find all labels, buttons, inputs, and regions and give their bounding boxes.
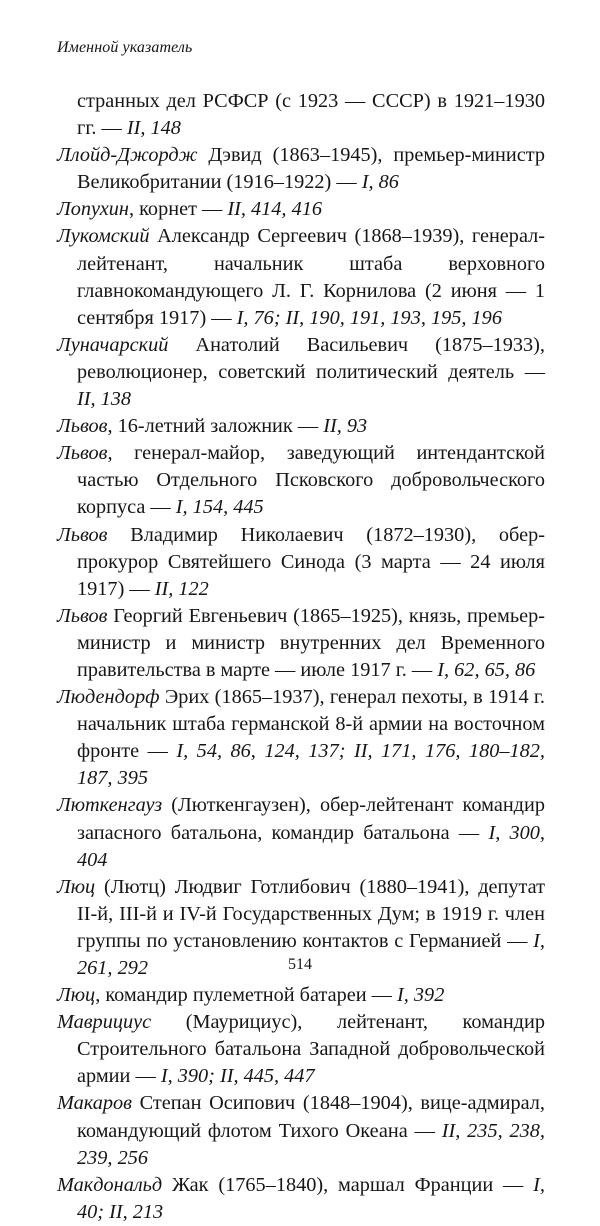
entry-name: Люц — [57, 875, 96, 898]
entry-refs: I, 261, 292 — [77, 929, 545, 979]
index-entry — [57, 332, 545, 413]
entry-text: Степан Осипович (1848–1904), вице-адмирал, командующий флотом Тихого Океана — — [77, 1092, 545, 1142]
entry-refs: II, 148 — [126, 117, 181, 140]
entry-name: Люткенгауз — [57, 794, 163, 817]
entry-text: странных дел РСФСР (с 1923 — СССР) в 1921–1930 гг. — — [77, 90, 545, 140]
entry-text: , корнет — — [128, 198, 228, 221]
entry-text: Анатолий Васильевич (1875–1933), революционер, советский политический деятель — — [77, 333, 545, 383]
entry-name: Макдональд — [57, 1173, 163, 1196]
index-entry — [57, 1090, 545, 1171]
entry-text: (Люткенгаузен), обер-лейтенант командир запасного батальона, командир батальона — — [77, 794, 545, 844]
entry-text: Эрих (1865–1937), генерал пехоты, в 1914 г. начальник штаба германской 8-й армии на восточном фронте — — [77, 686, 545, 763]
entry-refs: I, 76; II, 190, 191, 193, 195, 196 — [236, 306, 502, 329]
entry-text: Александр Сергеевич (1868–1939), генерал-лейтенант, начальник штаба верховного главнокомандующего Л. Г. Корнилова (2 июня — 1 сентября 1917) — — [77, 225, 545, 329]
entry-text: (Лютц) Людвиг Готлибович (1880–1941), депутат II-й, III-й и IV-й Государственных Дум; в 1919 г. член группы по установлению контактов с Германией — — [77, 875, 545, 952]
entry-refs: II, 122 — [154, 577, 209, 600]
index-entries — [57, 88, 545, 1226]
index-entry — [57, 142, 545, 196]
index-entry — [57, 792, 545, 873]
entry-refs: II, 138 — [77, 388, 132, 411]
index-entry — [57, 413, 545, 440]
entry-name: Лукомский — [57, 225, 150, 248]
entry-text: Георгий Евгеньевич (1865–1925), князь, премьер-министр и министр внутренних дел Временного правительства в марте — июле 1917 г. — — [77, 604, 545, 681]
entry-text: , 16-летний заложник — — [107, 415, 324, 438]
running-header: Именной указатель — [57, 39, 193, 56]
entry-name: Львов — [57, 523, 108, 546]
entry-name: Маврициус — [57, 1011, 152, 1034]
entry-refs: I, 62, 65, 86 — [437, 658, 536, 681]
index-entry — [57, 1009, 545, 1090]
entry-refs: I, 154, 445 — [175, 496, 264, 519]
index-entry — [57, 603, 545, 684]
index-entry — [57, 684, 545, 792]
entry-text: Дэвид (1863–1945), премьер-министр Великобритании (1916–1922) — — [77, 144, 545, 194]
index-entry — [57, 1172, 545, 1226]
entry-text: , генерал-майор, заведующий интендантской частью Отдельного Псковского добровольческого корпуса — — [77, 442, 545, 519]
entry-text: , командир пулеметной батареи — — [95, 984, 398, 1007]
entry-refs: II, 93 — [323, 415, 368, 438]
entry-name: Львов — [57, 442, 108, 465]
entry-name: Люц — [57, 984, 96, 1007]
entry-name: Луначарский — [57, 333, 169, 356]
index-entry — [57, 223, 545, 331]
entry-text: Жак (1765–1840), маршал Франции — — [162, 1173, 534, 1196]
entry-refs: I, 392 — [397, 984, 445, 1007]
entry-refs: I, 40; II, 213 — [77, 1173, 545, 1223]
index-entry — [57, 88, 545, 142]
entry-refs: I, 300, 404 — [77, 821, 545, 871]
index-entry — [57, 196, 545, 223]
entry-refs: I, 390; II, 445, 447 — [160, 1065, 315, 1088]
page-number: 514 — [288, 956, 312, 973]
index-entry — [57, 982, 545, 1009]
entry-refs: I, 86 — [361, 171, 399, 194]
entry-name: Ллойд-Джордж — [57, 144, 198, 167]
index-entry — [57, 440, 545, 521]
entry-refs: II, 235, 238, 239, 256 — [77, 1119, 546, 1169]
entry-name: Львов — [57, 604, 108, 627]
index-entry — [57, 522, 545, 603]
entry-name: Макаров — [57, 1092, 132, 1115]
entry-name: Львов — [57, 415, 108, 438]
entry-text: Владимир Николаевич (1872–1930), обер-прокурор Святейшего Синода (3 марта — 24 июля 1917) — — [77, 523, 545, 600]
entry-text: (Маурициус), лейтенант, командир Строительного батальона Западной добровольческой армии — — [77, 1011, 545, 1088]
entry-name: Лопухин — [57, 198, 129, 221]
entry-refs: I, 54, 86, 124, 137; II, 171, 176, 180–182, 187, 395 — [77, 740, 545, 790]
entry-refs: II, 414, 416 — [227, 198, 322, 221]
entry-name: Людендорф — [57, 686, 160, 709]
